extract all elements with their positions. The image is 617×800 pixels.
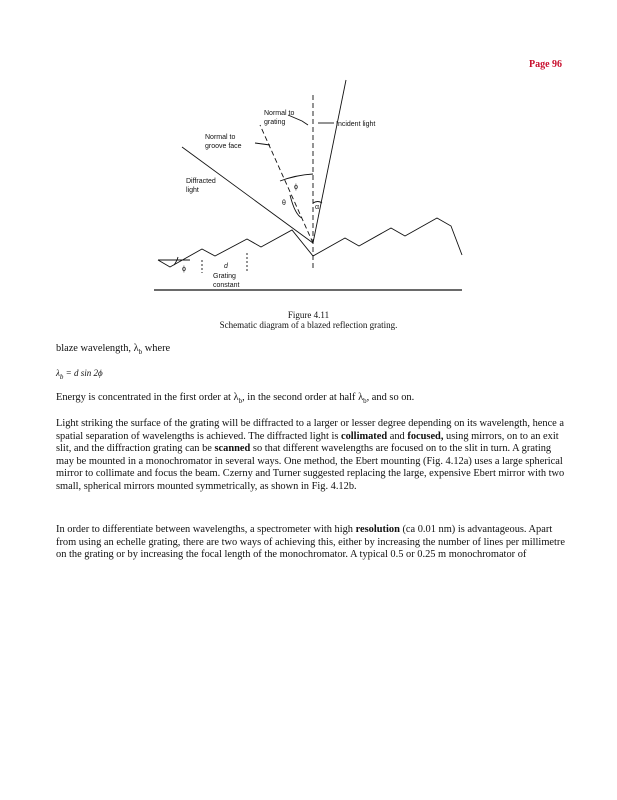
figure-caption: Schematic diagram of a blazed reflection grating. xyxy=(219,320,398,330)
phi-arc xyxy=(280,174,313,181)
label-phi-top: ϕ xyxy=(294,184,298,191)
figure-number: Figure 4.11 xyxy=(287,310,330,320)
label-incident-light: Incident light xyxy=(336,121,376,128)
blazed-grating-figure xyxy=(150,75,470,300)
resolution-paragraph: In order to differentiate between wavelengths, a spectrometer with high resolution (ca 0.01 nm) is advantageous. Apart from using an echelle grating, there are two ways of achieving this, either by increasing the number of lines per millimetre on the grating or by increasing the focal length of the monochromator. A typical 0.5 or 0.25 m monochromator of xyxy=(56,524,565,561)
label-normal-groove-1: Normal to xyxy=(205,134,236,141)
label-normal-grating-2: grating xyxy=(264,119,286,126)
diffracted-light-ray xyxy=(182,147,313,243)
label-theta: θ xyxy=(282,200,286,207)
label-diffracted-1: Diffracted xyxy=(186,178,216,185)
sawtooth-grating xyxy=(158,218,462,267)
label-alpha: α xyxy=(315,204,320,211)
leader-normal-groove xyxy=(255,143,270,145)
label-grating-constant-2: constant xyxy=(213,282,240,289)
blaze-formula: $\lambda_b = d$ sin 2ϕ xyxy=(56,368,103,381)
label-phi-bottom: ϕ xyxy=(182,266,186,273)
label-diffracted-2: light xyxy=(186,187,199,194)
blaze-intro: blaze wavelength, $\lambda_b$ where xyxy=(56,343,171,357)
label-grating-constant-1: Grating xyxy=(213,273,236,280)
label-d: d xyxy=(224,263,228,270)
grating-paragraph: Light striking the surface of the grating will be diffracted to a larger or lesser degree depending on its wavelength, hence a spatial separation of wavelengths is achieved. The diffracted light is collimated and focused, using mirrors, on to an exit slit, and the diffraction grating can be scanned so that different wavelengths are focused on to the slit in turn. A grating may be mounted in a monochromator in several ways. One method, the Ebert mounting (Fig. 4.12a) uses a large spherical mirror to collimate and focus the beam. Czerny and Turner suggested replacing the large, expensive Ebert mirror with two small, spherical mirrors mounted symmetrically, as shown in Fig. 4.12b. xyxy=(56,418,565,492)
theta-arc xyxy=(290,195,302,218)
incident-light-ray xyxy=(313,80,346,243)
page-number: Page 96 xyxy=(529,59,563,70)
label-normal-grating-1: Normal to xyxy=(264,110,295,117)
label-normal-groove-2: groove face xyxy=(205,143,242,150)
energy-paragraph: Energy is concentrated in the first order at $\lambda_b$, in the second order at half $\lambda_b$, and so on. xyxy=(56,392,415,406)
alpha-arc xyxy=(313,202,322,204)
grating-diagram xyxy=(150,75,470,300)
normal-to-groove-line xyxy=(260,125,313,243)
